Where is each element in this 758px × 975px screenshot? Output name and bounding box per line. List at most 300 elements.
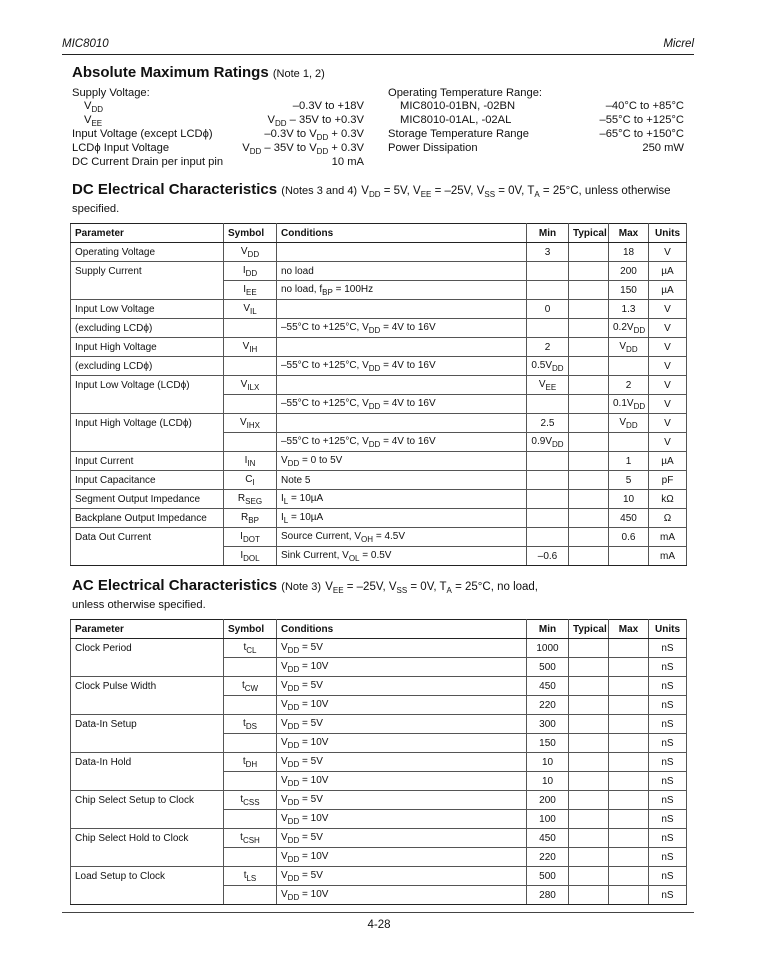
table-row — [71, 848, 687, 867]
dc-cell-units: V — [649, 338, 687, 357]
dc-cell-min — [527, 281, 569, 300]
dc-cell-symbol: $R_{BP}$ — [224, 509, 277, 528]
dc-cell-max: 5 — [609, 471, 649, 490]
ac-cell-min: 220 — [527, 696, 569, 715]
ac-cell-max — [609, 772, 649, 791]
dc-cell-max — [609, 433, 649, 452]
ac-cell-units: nS — [649, 677, 687, 696]
dc-cell-conditions: –55°C to +125°C, $V_{DD} = 4V$ to 16V — [277, 395, 527, 414]
dc-cell-parameter — [71, 433, 224, 452]
header-rule — [62, 54, 694, 55]
dc-cell-min: –0.6 — [527, 547, 569, 566]
dc-cell-min: 2 — [527, 338, 569, 357]
ac-cell-parameter: Chip Select Setup to Clock — [71, 791, 224, 810]
ac-cell-symbol: $t_{CSH}$ — [224, 829, 277, 848]
ac-cell-min: 200 — [527, 791, 569, 810]
op-temp-2-label: MIC8010-01AL, -02AL — [400, 114, 512, 126]
dc-heading — [72, 181, 671, 199]
page-number: 4-28 — [367, 919, 391, 931]
dc-cell-max — [609, 357, 649, 376]
dc-cell-min — [527, 509, 569, 528]
dc-cell-parameter: Segment Output Impedance — [71, 490, 224, 509]
vee-value: $V_{DD} - 35V$ to +0.3V — [267, 114, 364, 128]
dc-cell-typical — [569, 319, 609, 338]
dc-cell-conditions — [277, 300, 527, 319]
ac-cell-units: nS — [649, 753, 687, 772]
lcd-input-value: $V_{DD} - 35V$ to $V_{DD} + 0.3V$ — [242, 142, 364, 156]
ac-cell-symbol: $t_{LS}$ — [224, 867, 277, 886]
table-row — [71, 772, 687, 791]
dc-cell-typical — [569, 338, 609, 357]
table-row — [71, 414, 687, 433]
dc-cell-symbol: $C_I$ — [224, 471, 277, 490]
dc-cell-max: 1.3 — [609, 300, 649, 319]
supply-voltage-label: Supply Voltage: — [72, 87, 150, 99]
ac-cell-max — [609, 848, 649, 867]
header-part-number: MIC8010 — [62, 38, 109, 50]
dc-cell-units: µA — [649, 262, 687, 281]
table-row — [71, 715, 687, 734]
ac-heading — [72, 577, 538, 595]
ac-cell-units: nS — [649, 734, 687, 753]
ac-cell-typical — [569, 753, 609, 772]
ac-cell-symbol: $t_{DS}$ — [224, 715, 277, 734]
dc-cell-max: 2 — [609, 376, 649, 395]
dc-cell-min — [527, 319, 569, 338]
dc-cell-parameter — [71, 395, 224, 414]
dc-cell-parameter: Input High Voltage — [71, 338, 224, 357]
dc-cell-parameter — [71, 281, 224, 300]
dc-note: (Notes 3 and 4) — [281, 185, 358, 197]
dc-cell-max: 18 — [609, 243, 649, 262]
ac-cell-max — [609, 753, 649, 772]
dc-cell-max: 0.6 — [609, 528, 649, 547]
ac-cell-typical — [569, 867, 609, 886]
dc-table — [70, 223, 687, 566]
dc-cell-parameter: Operating Voltage — [71, 243, 224, 262]
dc-cell-units: V — [649, 414, 687, 433]
table-row — [71, 639, 687, 658]
ac-cell-units: nS — [649, 791, 687, 810]
dc-cell-symbol: $I_{DOT}$ — [224, 528, 277, 547]
page-header — [62, 38, 694, 54]
dc-cell-conditions: $I_L = 10\mu A$ — [277, 509, 527, 528]
dc-cell-conditions: –55°C to +125°C, $V_{DD} = 4V$ to 16V — [277, 319, 527, 338]
table-row — [71, 395, 687, 414]
ac-cell-parameter: Clock Pulse Width — [71, 677, 224, 696]
dc-cell-typical — [569, 376, 609, 395]
dc-drain-label: DC Current Drain per input pin — [72, 156, 224, 168]
ac-cell-typical — [569, 715, 609, 734]
header-brand: Micrel — [663, 38, 694, 50]
dc-cell-symbol: $V_{IH}$ — [224, 338, 277, 357]
table-row — [71, 357, 687, 376]
table-row — [71, 886, 687, 905]
lcd-input-label: LCDϕ Input Voltage — [72, 142, 170, 154]
ac-cell-symbol — [224, 810, 277, 829]
ac-cell-parameter — [71, 658, 224, 677]
dc-cell-units: V — [649, 300, 687, 319]
ac-cell-parameter — [71, 848, 224, 867]
ac-cell-conditions: $V_{DD} = 5V$ — [277, 753, 527, 772]
ac-cell-conditions: $V_{DD} = 10V$ — [277, 810, 527, 829]
ac-cell-min: 100 — [527, 810, 569, 829]
ac-cell-max — [609, 696, 649, 715]
dc-cell-symbol — [224, 395, 277, 414]
ac-cell-units: nS — [649, 867, 687, 886]
dc-cell-typical — [569, 300, 609, 319]
ac-cell-max — [609, 639, 649, 658]
dc-cell-typical — [569, 547, 609, 566]
dc-cell-typical — [569, 395, 609, 414]
dc-title: DC Electrical Characteristics — [72, 181, 278, 198]
ac-cell-min: 1000 — [527, 639, 569, 658]
table-row — [71, 810, 687, 829]
dc-cell-units: mA — [649, 547, 687, 566]
table-row — [71, 677, 687, 696]
ac-cell-conditions: $V_{DD} = 5V$ — [277, 829, 527, 848]
dc-cell-conditions: no load — [277, 262, 527, 281]
dc-cell-typical — [569, 262, 609, 281]
table-row — [71, 829, 687, 848]
ac-cell-max — [609, 810, 649, 829]
dc-cell-conditions: –55°C to +125°C, $V_{DD} = 4V$ to 16V — [277, 357, 527, 376]
ac-cell-symbol — [224, 848, 277, 867]
dc-cell-conditions: Source Current, $V_{OH} = 4.5V$ — [277, 528, 527, 547]
ac-header-min: Min — [527, 620, 569, 639]
table-row — [71, 867, 687, 886]
dc-cell-max: $V_{DD}$ — [609, 414, 649, 433]
ac-cell-conditions: $V_{DD} = 10V$ — [277, 886, 527, 905]
ac-cell-typical — [569, 848, 609, 867]
dc-cell-min: $0.5V_{DD}$ — [527, 357, 569, 376]
dc-cell-conditions — [277, 243, 527, 262]
vdd-value: –0.3V to +18V — [292, 100, 364, 112]
abs-max-heading — [72, 64, 325, 81]
power-value: 250 mW — [642, 142, 684, 154]
ac-cell-typical — [569, 810, 609, 829]
dc-header-units: Units — [649, 224, 687, 243]
dc-cell-units: V — [649, 319, 687, 338]
dc-cell-max: 1 — [609, 452, 649, 471]
dc-cell-symbol: $I_{IN}$ — [224, 452, 277, 471]
ac-cell-units: nS — [649, 810, 687, 829]
dc-cell-max: 450 — [609, 509, 649, 528]
ac-cell-max — [609, 791, 649, 810]
dc-cell-symbol: $I_{DOL}$ — [224, 547, 277, 566]
ac-cell-symbol: $t_{DH}$ — [224, 753, 277, 772]
dc-cell-symbol: $V_{DD}$ — [224, 243, 277, 262]
ac-cell-max — [609, 886, 649, 905]
dc-cell-units: pF — [649, 471, 687, 490]
dc-cell-symbol: $R_{SEG}$ — [224, 490, 277, 509]
ac-cell-conditions: $V_{DD} = 5V$ — [277, 791, 527, 810]
dc-cell-parameter — [71, 547, 224, 566]
ac-cell-units: nS — [649, 658, 687, 677]
dc-conditions-cont: specified. — [72, 203, 120, 215]
ac-cell-conditions: $V_{DD} = 10V$ — [277, 734, 527, 753]
ac-cell-typical — [569, 734, 609, 753]
dc-cell-units: V — [649, 433, 687, 452]
power-label: Power Dissipation — [388, 142, 478, 154]
ac-cell-typical — [569, 639, 609, 658]
ac-cell-max — [609, 677, 649, 696]
dc-cell-min — [527, 528, 569, 547]
dc-cell-conditions — [277, 376, 527, 395]
abs-max-note: (Note 1, 2) — [272, 68, 325, 80]
op-temp-1-label: MIC8010-01BN, -02BN — [400, 100, 516, 112]
table-row — [71, 376, 687, 395]
dc-cell-max: 10 — [609, 490, 649, 509]
ac-cell-min: 10 — [527, 753, 569, 772]
ac-cell-max — [609, 658, 649, 677]
table-row — [71, 490, 687, 509]
ac-cell-conditions: $V_{DD} = 10V$ — [277, 772, 527, 791]
dc-cell-conditions: $V_{DD} = 0$ to 5V — [277, 452, 527, 471]
storage-temp-value: –65°C to +150°C — [599, 128, 684, 140]
ac-cell-symbol: $t_{CW}$ — [224, 677, 277, 696]
ac-cell-min: 450 — [527, 829, 569, 848]
ac-cell-symbol — [224, 772, 277, 791]
dc-cell-symbol: $V_{ILX}$ — [224, 376, 277, 395]
input-voltage-label: Input Voltage (except LCDϕ) — [72, 128, 213, 140]
dc-cell-parameter: Supply Current — [71, 262, 224, 281]
ac-cell-parameter: Load Setup to Clock — [71, 867, 224, 886]
dc-conditions: $V_{DD} = 5V$, $V_{EE} = -25V$, $V_{SS} = 0V$, $T_A = 25^\circ C$, unless otherwise — [361, 185, 671, 199]
dc-cell-conditions: Note 5 — [277, 471, 527, 490]
dc-cell-parameter: Backplane Output Impedance — [71, 509, 224, 528]
dc-cell-units: V — [649, 376, 687, 395]
ac-cell-parameter — [71, 734, 224, 753]
ac-cell-symbol: $t_{CSS}$ — [224, 791, 277, 810]
ac-cell-conditions: $V_{DD} = 5V$ — [277, 677, 527, 696]
ac-cell-typical — [569, 658, 609, 677]
ac-cell-conditions: $V_{DD} = 5V$ — [277, 639, 527, 658]
ac-note: (Note 3) — [281, 581, 322, 593]
ac-cell-typical — [569, 677, 609, 696]
dc-cell-typical — [569, 414, 609, 433]
dc-cell-parameter: Data Out Current — [71, 528, 224, 547]
dc-cell-typical — [569, 281, 609, 300]
table-row — [71, 753, 687, 772]
dc-cell-parameter: Input Capacitance — [71, 471, 224, 490]
ac-cell-parameter — [71, 772, 224, 791]
dc-cell-parameter: Input High Voltage (LCDϕ) — [71, 414, 224, 433]
storage-temp-label: Storage Temperature Range — [388, 128, 529, 140]
dc-cell-conditions: $I_L = 10\mu A$ — [277, 490, 527, 509]
table-row — [71, 243, 687, 262]
ac-cell-min: 500 — [527, 658, 569, 677]
ac-cell-parameter: Data-In Setup — [71, 715, 224, 734]
table-row — [71, 452, 687, 471]
ac-table — [70, 619, 687, 905]
ac-cell-symbol: $t_{CL}$ — [224, 639, 277, 658]
dc-cell-conditions: no load, $f_{BP} = 100Hz$ — [277, 281, 527, 300]
ac-cell-typical — [569, 791, 609, 810]
dc-cell-units: µA — [649, 452, 687, 471]
dc-header-max: Max — [609, 224, 649, 243]
dc-cell-max: $0.1V_{DD}$ — [609, 395, 649, 414]
dc-cell-symbol — [224, 319, 277, 338]
dc-header-typical: Typical — [569, 224, 609, 243]
ac-cell-conditions: $V_{DD} = 10V$ — [277, 658, 527, 677]
table-row — [71, 658, 687, 677]
dc-cell-typical — [569, 509, 609, 528]
ac-cell-min: 450 — [527, 677, 569, 696]
dc-cell-units: V — [649, 243, 687, 262]
ac-cell-units: nS — [649, 639, 687, 658]
dc-cell-typical — [569, 452, 609, 471]
vee-label: $V_{EE}$ — [84, 114, 103, 128]
dc-cell-max: $0.2V_{DD}$ — [609, 319, 649, 338]
dc-cell-symbol: $V_{IHX}$ — [224, 414, 277, 433]
dc-cell-typical — [569, 471, 609, 490]
dc-cell-min — [527, 490, 569, 509]
ac-cell-symbol — [224, 658, 277, 677]
ac-cell-conditions: $V_{DD} = 10V$ — [277, 848, 527, 867]
dc-cell-symbol — [224, 433, 277, 452]
ac-cell-max — [609, 715, 649, 734]
dc-cell-units: V — [649, 357, 687, 376]
ac-cell-min: 150 — [527, 734, 569, 753]
ac-conditions-cont: unless otherwise specified. — [72, 599, 206, 611]
dc-cell-units: µA — [649, 281, 687, 300]
ac-header-symbol: Symbol — [224, 620, 277, 639]
ac-cell-units: nS — [649, 696, 687, 715]
dc-header-symbol: Symbol — [224, 224, 277, 243]
dc-cell-typical — [569, 357, 609, 376]
ac-cell-max — [609, 829, 649, 848]
dc-cell-parameter: Input Current — [71, 452, 224, 471]
ac-cell-typical — [569, 772, 609, 791]
ac-cell-max — [609, 734, 649, 753]
ac-cell-min: 500 — [527, 867, 569, 886]
dc-cell-max: $V_{DD}$ — [609, 338, 649, 357]
dc-cell-min — [527, 395, 569, 414]
ac-cell-min: 10 — [527, 772, 569, 791]
ac-header-typical: Typical — [569, 620, 609, 639]
ac-cell-conditions: $V_{DD} = 10V$ — [277, 696, 527, 715]
table-row — [71, 734, 687, 753]
ac-cell-typical — [569, 696, 609, 715]
table-row — [71, 281, 687, 300]
dc-cell-conditions — [277, 414, 527, 433]
dc-cell-conditions — [277, 338, 527, 357]
ac-cell-units: nS — [649, 848, 687, 867]
ac-cell-symbol — [224, 734, 277, 753]
dc-cell-parameter: Input Low Voltage (LCDϕ) — [71, 376, 224, 395]
ac-cell-parameter — [71, 810, 224, 829]
ac-header-units: Units — [649, 620, 687, 639]
dc-cell-min — [527, 262, 569, 281]
ac-cell-units: nS — [649, 715, 687, 734]
ac-cell-typical — [569, 829, 609, 848]
footer-rule — [62, 912, 694, 913]
ac-cell-max — [609, 867, 649, 886]
ac-cell-symbol — [224, 886, 277, 905]
ac-cell-symbol — [224, 696, 277, 715]
dc-cell-symbol: $V_{IL}$ — [224, 300, 277, 319]
table-row — [71, 433, 687, 452]
table-row — [71, 509, 687, 528]
ac-cell-min: 300 — [527, 715, 569, 734]
ac-cell-units: nS — [649, 772, 687, 791]
dc-header-conditions: Conditions — [277, 224, 527, 243]
ac-title: AC Electrical Characteristics — [72, 577, 278, 594]
ac-header-parameter: Parameter — [71, 620, 224, 639]
dc-cell-min: 0 — [527, 300, 569, 319]
dc-cell-parameter: Input Low Voltage — [71, 300, 224, 319]
dc-cell-parameter: (excluding LCDϕ) — [71, 357, 224, 376]
dc-cell-max — [609, 547, 649, 566]
ac-cell-typical — [569, 886, 609, 905]
dc-cell-max: 150 — [609, 281, 649, 300]
ac-cell-min: 280 — [527, 886, 569, 905]
ac-conditions: $V_{EE} = -25V$, $V_{SS} = 0V$, $T_A = 25^\circ C$, no load, — [325, 581, 539, 595]
vdd-label: $V_{DD}$ — [84, 100, 104, 114]
dc-cell-parameter: (excluding LCDϕ) — [71, 319, 224, 338]
table-row — [71, 338, 687, 357]
table-row — [71, 471, 687, 490]
ac-cell-conditions: $V_{DD} = 5V$ — [277, 867, 527, 886]
op-temp-2-value: –55°C to +125°C — [599, 114, 684, 126]
dc-cell-symbol: $I_{EE}$ — [224, 281, 277, 300]
ac-cell-parameter: Clock Period — [71, 639, 224, 658]
table-row — [71, 547, 687, 566]
dc-cell-conditions: –55°C to +125°C, $V_{DD} = 4V$ to 16V — [277, 433, 527, 452]
dc-cell-typical — [569, 433, 609, 452]
dc-cell-min: $0.9V_{DD}$ — [527, 433, 569, 452]
dc-drain-value: 10 mA — [331, 156, 364, 168]
table-row — [71, 300, 687, 319]
dc-cell-units: kΩ — [649, 490, 687, 509]
dc-cell-typical — [569, 243, 609, 262]
dc-cell-units: V — [649, 395, 687, 414]
dc-cell-min: $V_{EE}$ — [527, 376, 569, 395]
dc-cell-units: Ω — [649, 509, 687, 528]
table-row — [71, 319, 687, 338]
dc-cell-min: 3 — [527, 243, 569, 262]
table-row — [71, 696, 687, 715]
ac-cell-conditions: $V_{DD} = 5V$ — [277, 715, 527, 734]
dc-cell-symbol: $I_{DD}$ — [224, 262, 277, 281]
ac-cell-units: nS — [649, 829, 687, 848]
dc-cell-min — [527, 471, 569, 490]
ac-cell-parameter: Chip Select Hold to Clock — [71, 829, 224, 848]
table-row — [71, 262, 687, 281]
dc-cell-min: 2.5 — [527, 414, 569, 433]
input-voltage-value: –0.3V to $V_{DD} + 0.3V$ — [264, 128, 364, 142]
ac-cell-parameter: Data-In Hold — [71, 753, 224, 772]
dc-header-min: Min — [527, 224, 569, 243]
dc-cell-typical — [569, 528, 609, 547]
dc-cell-symbol — [224, 357, 277, 376]
op-temp-label: Operating Temperature Range: — [388, 87, 543, 99]
dc-cell-max: 200 — [609, 262, 649, 281]
ac-header-conditions: Conditions — [277, 620, 527, 639]
ac-cell-parameter — [71, 886, 224, 905]
dc-cell-typical — [569, 490, 609, 509]
dc-cell-min — [527, 452, 569, 471]
dc-cell-units: mA — [649, 528, 687, 547]
ac-header-max: Max — [609, 620, 649, 639]
ac-cell-min: 220 — [527, 848, 569, 867]
table-row — [71, 528, 687, 547]
ac-cell-parameter — [71, 696, 224, 715]
dc-header-parameter: Parameter — [71, 224, 224, 243]
op-temp-1-value: –40°C to +85°C — [605, 100, 684, 112]
table-row — [71, 791, 687, 810]
